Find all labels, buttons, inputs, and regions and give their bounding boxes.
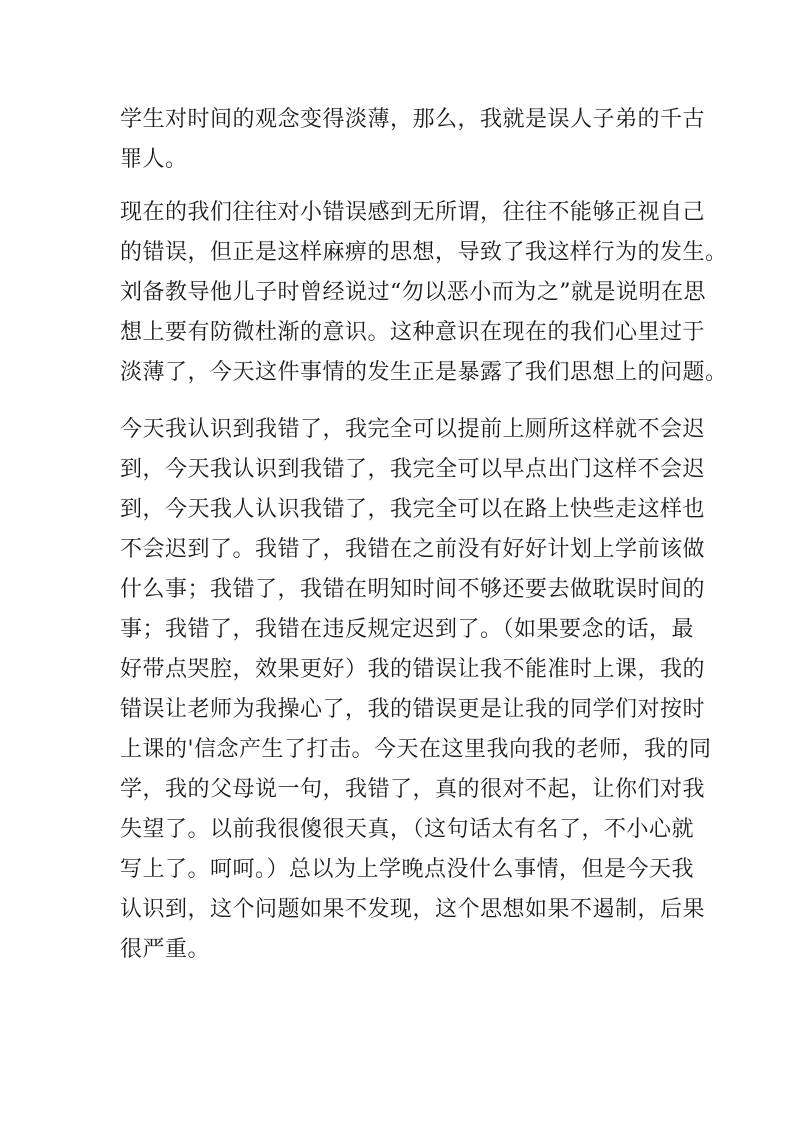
text-line: 什么事；我错了，我错在明知时间不够还要去做耽误时间的 <box>120 577 706 602</box>
text-line: 失望了。以前我很傻很天真，（这句话太有名了，不小心就 <box>120 817 695 842</box>
text-line: 淡薄了，今天这件事情的发生正是暴露了我们思想上的问题。 <box>120 360 728 385</box>
text-line: 学生对时间的观念变得淡薄，那么，我就是误人子弟的千古 <box>120 107 706 132</box>
text-line: 学，我的父母说一句，我错了，真的很对不起，让你们对我 <box>120 777 706 802</box>
text-line: 现在的我们往往对小错误感到无所谓，往往不能够正视自己 <box>120 200 706 225</box>
text-line: 写上了。呵呵。）总以为上学晚点没什么事情，但是今天我 <box>120 857 695 882</box>
text-line: 错误让老师为我操心了，我的错误更是让我的同学们对按时 <box>120 697 706 722</box>
text-line: 刘备教导他儿子时曾经说过“勿以恶小而为之”就是说明在思 <box>120 280 706 305</box>
text-line: 到，今天我认识到我错了，我完全可以早点出门这样不会迟 <box>120 457 706 482</box>
text-line: 事；我错了，我错在违反规定迟到了。（如果要念的话，最 <box>120 617 695 642</box>
text-line: 不会迟到了。我错了，我错在之前没有好好计划上学前该做 <box>120 537 706 562</box>
text-line: 好带点哭腔，效果更好）我的错误让我不能准时上课，我的 <box>120 657 706 682</box>
text-line: 今天我认识到我错了，我完全可以提前上厕所这样就不会迟 <box>120 417 706 442</box>
text-line: 上课的'信念产生了打击。今天在这里我向我的老师，我的同 <box>120 737 712 762</box>
text-line: 的错误，但正是这样麻痹的思想，导致了我这样行为的发生。 <box>120 240 728 265</box>
text-line: 认识到，这个问题如果不发现，这个思想如果不遏制，后果 <box>120 897 706 922</box>
text-line: 罪人。 <box>120 147 188 172</box>
text-line: 到，今天我人认识我错了，我完全可以在路上快些走这样也 <box>120 497 706 522</box>
text-line: 想上要有防微杜渐的意识。这种意识在现在的我们心里过于 <box>120 320 706 345</box>
text-line: 很严重。 <box>120 937 211 962</box>
